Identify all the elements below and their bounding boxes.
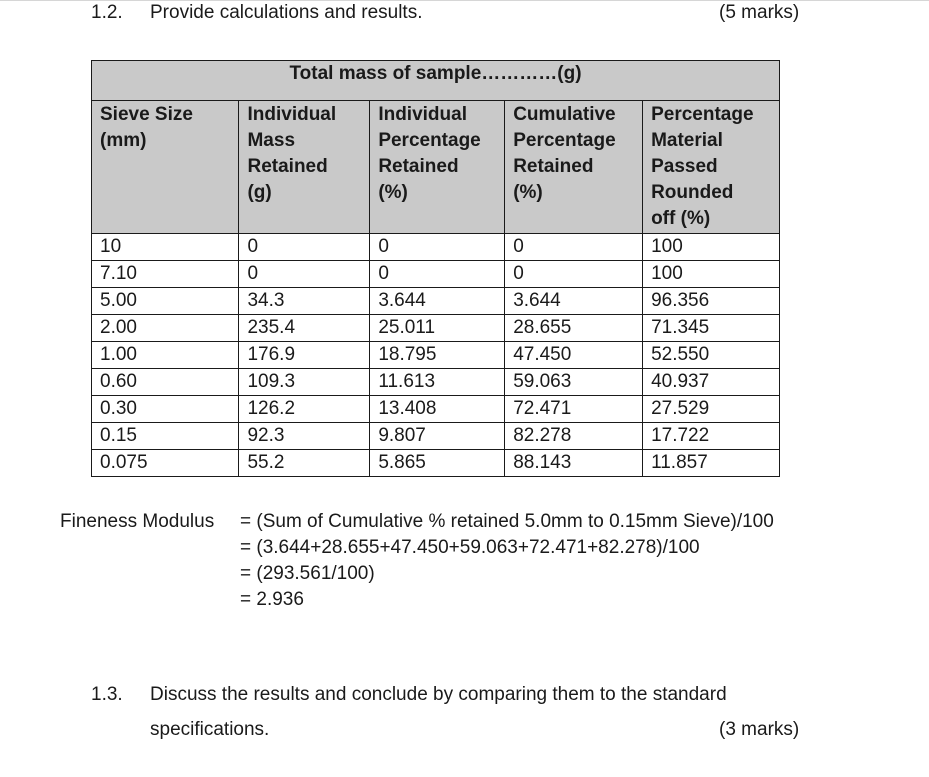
table-cell: 0 xyxy=(505,261,643,288)
table-cell: 176.9 xyxy=(239,342,370,369)
table-row xyxy=(92,261,780,288)
question-1-2 xyxy=(0,2,929,24)
header-individual-mass-retained xyxy=(239,101,370,234)
header-line: Mass xyxy=(247,130,296,151)
table-row xyxy=(92,396,780,423)
fineness-modulus-label: Fineness Modulus xyxy=(60,511,215,532)
table-cell: 3.644 xyxy=(505,288,643,315)
question-1-3-text-line1: Discuss the results and conclude by comparing them to the standard xyxy=(150,684,727,705)
fineness-modulus-line: = (Sum of Cumulative % retained 5.0mm to 0.15mm Sieve)/100 xyxy=(240,511,774,532)
question-1-3 xyxy=(0,684,929,744)
header-sieve-size xyxy=(92,101,239,234)
header-line: (mm) xyxy=(100,130,147,151)
table-cell: 55.2 xyxy=(239,450,370,477)
header-line: off (%) xyxy=(651,208,711,229)
table-cell: 0 xyxy=(239,261,370,288)
fineness-modulus-line: = 2.936 xyxy=(240,589,304,610)
table-cell: 0.60 xyxy=(92,369,239,396)
header-line: (%) xyxy=(513,182,543,203)
header-line: Percentage xyxy=(651,104,754,125)
page-top-rule xyxy=(0,0,929,1)
header-line: Retained xyxy=(247,156,328,177)
table-title: Total mass of sample…………(g) xyxy=(92,61,780,101)
table-cell: 0 xyxy=(505,234,643,261)
table-row xyxy=(92,450,780,477)
header-line: Percentage xyxy=(378,130,481,151)
table-cell: 0 xyxy=(370,261,505,288)
table-cell: 28.655 xyxy=(505,315,643,342)
header-line: Individual xyxy=(378,104,467,125)
header-line: Material xyxy=(651,130,723,151)
sieve-analysis-table xyxy=(91,60,780,477)
fineness-modulus-line: = (293.561/100) xyxy=(240,563,375,584)
table-cell: 126.2 xyxy=(239,396,370,423)
header-line: Retained xyxy=(513,156,594,177)
table-cell: 18.795 xyxy=(370,342,505,369)
table-cell: 235.4 xyxy=(239,315,370,342)
header-individual-percentage-retained xyxy=(370,101,505,234)
fineness-modulus-calculation xyxy=(240,509,774,613)
header-line: Cumulative xyxy=(513,104,616,125)
table-cell: 52.550 xyxy=(643,342,780,369)
question-1-3-marks: (3 marks) xyxy=(719,719,800,740)
table-cell: 0 xyxy=(370,234,505,261)
table-row xyxy=(92,288,780,315)
header-line: Retained xyxy=(378,156,459,177)
table-header-row xyxy=(92,101,780,234)
header-line: Percentage xyxy=(513,130,616,151)
table-cell: 1.00 xyxy=(92,342,239,369)
table-cell: 5.865 xyxy=(370,450,505,477)
header-line: Rounded xyxy=(651,182,734,203)
table-cell: 92.3 xyxy=(239,423,370,450)
table-cell: 0.30 xyxy=(92,396,239,423)
table-cell: 9.807 xyxy=(370,423,505,450)
table-cell: 40.937 xyxy=(643,369,780,396)
table-cell: 72.471 xyxy=(505,396,643,423)
table-cell: 7.10 xyxy=(92,261,239,288)
table-cell: 11.613 xyxy=(370,369,505,396)
header-percentage-passed xyxy=(643,101,780,234)
table-cell: 25.011 xyxy=(370,315,505,342)
header-line: (%) xyxy=(378,182,408,203)
table-row xyxy=(92,315,780,342)
table-cell: 0.075 xyxy=(92,450,239,477)
table-cell: 88.143 xyxy=(505,450,643,477)
fineness-modulus-line: = (3.644+28.655+47.450+59.063+72.471+82.278)/100 xyxy=(240,537,700,558)
table-row xyxy=(92,423,780,450)
header-cumulative-percentage-retained xyxy=(505,101,643,234)
table-body xyxy=(92,234,780,477)
table-cell: 11.857 xyxy=(643,450,780,477)
table-cell: 100 xyxy=(643,234,780,261)
table-row xyxy=(92,342,780,369)
table-row xyxy=(92,369,780,396)
table-cell: 27.529 xyxy=(643,396,780,423)
question-1-3-number: 1.3. xyxy=(91,684,123,705)
question-1-3-text-line2: specifications. xyxy=(150,719,270,740)
question-1-2-number: 1.2. xyxy=(91,2,123,23)
header-line: Sieve Size xyxy=(100,104,193,125)
table-cell: 2.00 xyxy=(92,315,239,342)
table-cell: 59.063 xyxy=(505,369,643,396)
table-cell: 17.722 xyxy=(643,423,780,450)
header-line: Individual xyxy=(247,104,337,125)
table-cell: 34.3 xyxy=(239,288,370,315)
question-1-2-text: Provide calculations and results. xyxy=(150,2,423,23)
table-cell: 0 xyxy=(239,234,370,261)
table-cell: 47.450 xyxy=(505,342,643,369)
table-cell: 3.644 xyxy=(370,288,505,315)
question-1-2-marks: (5 marks) xyxy=(719,2,800,23)
table-cell: 100 xyxy=(643,261,780,288)
table-row xyxy=(92,234,780,261)
table-cell: 13.408 xyxy=(370,396,505,423)
table-cell: 109.3 xyxy=(239,369,370,396)
header-line: (g) xyxy=(247,182,272,203)
table-cell: 10 xyxy=(92,234,239,261)
table-cell: 96.356 xyxy=(643,288,780,315)
table-cell: 82.278 xyxy=(505,423,643,450)
table-cell: 71.345 xyxy=(643,315,780,342)
header-line: Passed xyxy=(651,156,718,177)
table-cell: 0.15 xyxy=(92,423,239,450)
table-cell: 5.00 xyxy=(92,288,239,315)
